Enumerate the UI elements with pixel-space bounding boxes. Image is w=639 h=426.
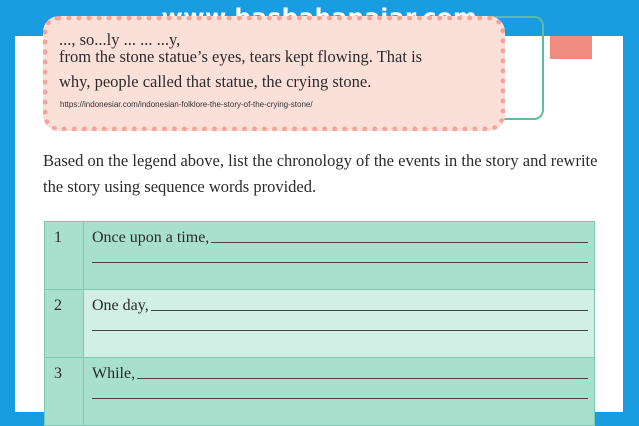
textbook-page (15, 30, 623, 412)
source-url[interactable]: https://indonesiar.com/indonesian-folklore-the-story-of-the-crying-stone/ (60, 100, 313, 109)
row-number: 1 (45, 222, 84, 290)
answer-line[interactable] (92, 262, 588, 263)
excerpt-line: from the stone statue’s eyes, tears kept flowing. That is (59, 47, 423, 66)
sequence-table (44, 221, 595, 426)
excerpt-cut-line: ..., so...ly ... ... ...y, (59, 30, 181, 49)
decorative-tab (550, 36, 592, 59)
sequence-prompt: One day, (92, 297, 149, 314)
table-row (45, 290, 595, 358)
story-excerpt (59, 30, 499, 94)
sequence-prompt: Once upon a time, (92, 229, 210, 246)
answer-line[interactable] (137, 378, 588, 379)
sequence-prompt: While, (92, 365, 136, 382)
row-number: 2 (45, 290, 84, 358)
answer-cell[interactable] (84, 358, 595, 426)
answer-line[interactable] (211, 242, 588, 243)
answer-cell[interactable] (84, 222, 595, 290)
instruction-text: Based on the legend above, list the chronology of the events in the story and rewrite the story using sequence words provided. (43, 151, 598, 196)
table-row (45, 358, 595, 426)
answer-line[interactable] (92, 398, 588, 399)
answer-line[interactable] (92, 330, 588, 331)
answer-cell[interactable] (84, 290, 595, 358)
row-number: 3 (45, 358, 84, 426)
table-row (45, 222, 595, 290)
answer-line[interactable] (151, 310, 588, 311)
excerpt-line: why, people called that statue, the crying stone. (59, 72, 372, 91)
